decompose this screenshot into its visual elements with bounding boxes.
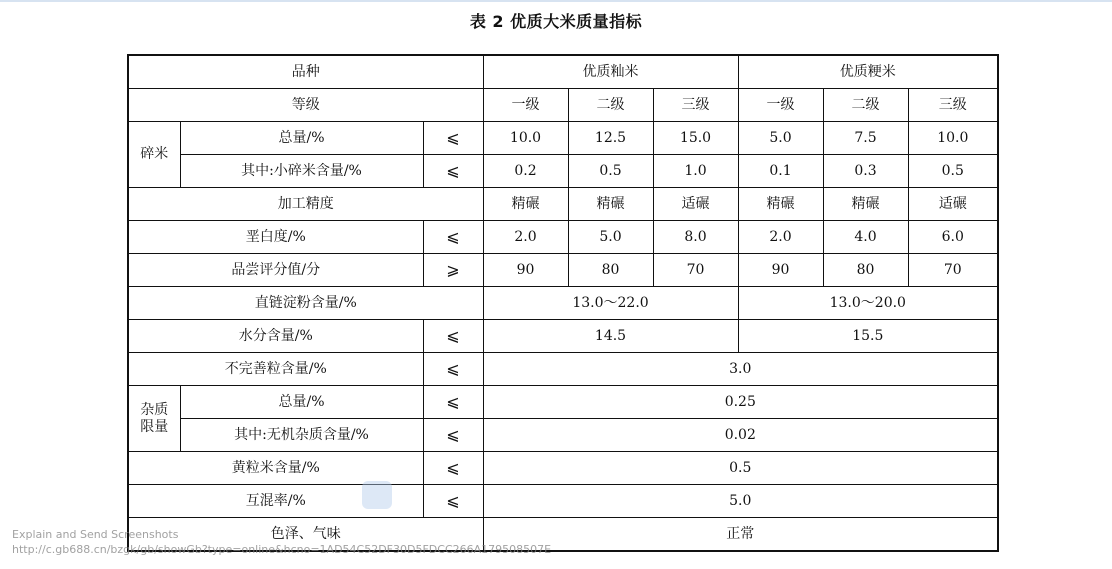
value-cell: 5.0	[738, 122, 823, 155]
header-row-grade	[128, 89, 998, 122]
amylose-label: 直链淀粉含量/%	[128, 287, 483, 320]
row-imperfect-kernels	[128, 353, 998, 386]
impurity-label-line2: 限量	[140, 418, 169, 435]
rice-quality-table	[127, 54, 999, 552]
value-cell: 8.0	[653, 221, 738, 254]
grade-cell: 三级	[908, 89, 998, 122]
color-odor-label: 色泽、气味	[128, 518, 483, 552]
grade-cell: 三级	[653, 89, 738, 122]
row-yellow-kernels	[128, 452, 998, 485]
row-impurity-inorganic	[128, 419, 998, 452]
impurity-total-value: 0.25	[483, 386, 998, 419]
watermark-logo-icon	[362, 481, 392, 509]
screenshot-watermark-title: Explain and Send Screenshots	[12, 528, 179, 541]
value-cell: 0.5	[908, 155, 998, 188]
row-amylose	[128, 287, 998, 320]
row-mixing-rate	[128, 485, 998, 518]
value-cell: 15.0	[653, 122, 738, 155]
value-cell: 70	[653, 254, 738, 287]
value-cell: 10.0	[483, 122, 568, 155]
header-row-variety	[128, 55, 998, 89]
value-cell: 0.5	[568, 155, 653, 188]
impurity-total-label: 总量/%	[180, 386, 423, 419]
row-moisture	[128, 320, 998, 353]
less-equal-symbol: ⩽	[423, 485, 483, 518]
broken-rice-label: 碎米	[128, 122, 180, 188]
less-equal-symbol: ⩽	[423, 386, 483, 419]
value-cell: 12.5	[568, 122, 653, 155]
value-cell: 适碾	[908, 188, 998, 221]
moisture-label: 水分含量/%	[128, 320, 423, 353]
chalkiness-label: 垩白度/%	[128, 221, 423, 254]
less-equal-symbol: ⩽	[423, 155, 483, 188]
less-equal-symbol: ⩽	[423, 353, 483, 386]
value-cell: 1.0	[653, 155, 738, 188]
less-equal-symbol: ⩽	[423, 419, 483, 452]
header-grade: 等级	[128, 89, 483, 122]
header-variety: 品种	[128, 55, 483, 89]
top-border-line	[0, 0, 1112, 2]
small-broken-label: 其中:小碎米含量/%	[180, 155, 423, 188]
screenshot-watermark-url: http://c.gb688.cn/bzgk/gb/showGb?type=online&hcno=1AD54C52DF30D5FDCC266A179508507E	[12, 543, 552, 556]
yellow-kernels-label: 黄粒米含量/%	[128, 452, 423, 485]
yellow-kernels-value: 0.5	[483, 452, 998, 485]
value-cell: 10.0	[908, 122, 998, 155]
row-broken-small	[128, 155, 998, 188]
broken-total-label: 总量/%	[180, 122, 423, 155]
value-cell: 80	[823, 254, 908, 287]
taste-score-label: 品尝评分值/分	[128, 254, 423, 287]
row-broken-total	[128, 122, 998, 155]
value-cell: 5.0	[568, 221, 653, 254]
row-milling	[128, 188, 998, 221]
impurity-label-line1: 杂质	[140, 401, 169, 418]
inorganic-impurity-value: 0.02	[483, 419, 998, 452]
value-cell: 6.0	[908, 221, 998, 254]
less-equal-symbol: ⩽	[423, 221, 483, 254]
value-cell: 2.0	[483, 221, 568, 254]
value-cell: 90	[483, 254, 568, 287]
moisture-japonica-value: 15.5	[738, 320, 998, 353]
impurity-limit-label	[128, 386, 180, 452]
grade-cell: 二级	[823, 89, 908, 122]
row-impurity-total	[128, 386, 998, 419]
amylose-indica-value: 13.0～22.0	[483, 287, 738, 320]
value-cell: 4.0	[823, 221, 908, 254]
value-cell: 精碾	[823, 188, 908, 221]
imperfect-kernels-label: 不完善粒含量/%	[128, 353, 423, 386]
row-chalkiness	[128, 221, 998, 254]
color-odor-value: 正常	[483, 518, 998, 552]
row-taste-score	[128, 254, 998, 287]
less-equal-symbol: ⩽	[423, 320, 483, 353]
value-cell: 70	[908, 254, 998, 287]
value-cell: 精碾	[568, 188, 653, 221]
amylose-japonica-value: 13.0～20.0	[738, 287, 998, 320]
grade-cell: 二级	[568, 89, 653, 122]
header-indica-rice: 优质籼米	[483, 55, 738, 89]
less-equal-symbol: ⩽	[423, 122, 483, 155]
value-cell: 精碾	[483, 188, 568, 221]
value-cell: 适碾	[653, 188, 738, 221]
milling-label: 加工精度	[128, 188, 483, 221]
value-cell: 2.0	[738, 221, 823, 254]
inorganic-impurity-label: 其中:无机杂质含量/%	[180, 419, 423, 452]
imperfect-kernels-value: 3.0	[483, 353, 998, 386]
value-cell: 90	[738, 254, 823, 287]
value-cell: 精碾	[738, 188, 823, 221]
table-title: 表 2 优质大米质量指标	[469, 12, 643, 31]
header-japonica-rice: 优质粳米	[738, 55, 998, 89]
mixing-rate-value: 5.0	[483, 485, 998, 518]
value-cell: 80	[568, 254, 653, 287]
moisture-indica-value: 14.5	[483, 320, 738, 353]
value-cell: 0.3	[823, 155, 908, 188]
value-cell: 7.5	[823, 122, 908, 155]
value-cell: 0.1	[738, 155, 823, 188]
grade-cell: 一级	[738, 89, 823, 122]
mixing-rate-label: 互混率/%	[128, 485, 423, 518]
value-cell: 0.2	[483, 155, 568, 188]
grade-cell: 一级	[483, 89, 568, 122]
greater-equal-symbol: ⩾	[423, 254, 483, 287]
less-equal-symbol: ⩽	[423, 452, 483, 485]
